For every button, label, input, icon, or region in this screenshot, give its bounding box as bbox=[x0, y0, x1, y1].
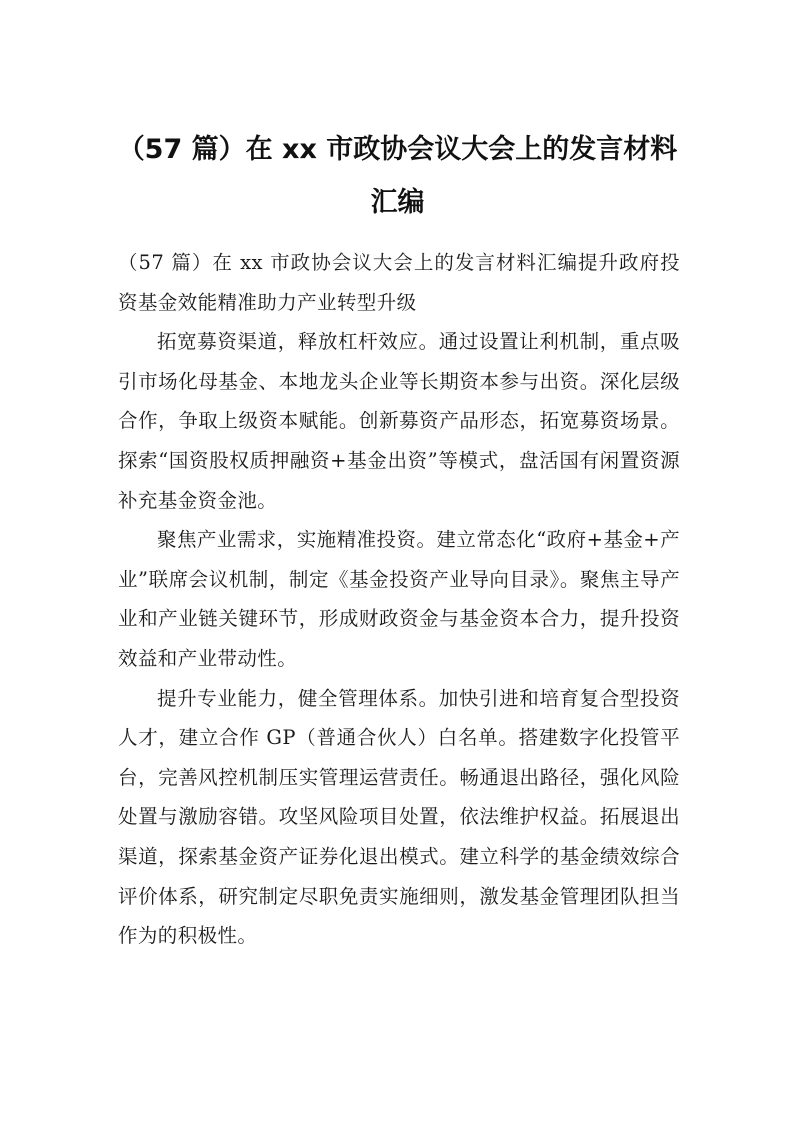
intro-paragraph: （57 篇）在 xx 市政协会议大会上的发言材料汇编提升政府投资基金效能精准助力产业转型升级 bbox=[118, 251, 680, 314]
body-paragraph-1: 拓宽募资渠道，释放杠杆效应。通过设置让利机制，重点吸引市场化母基金、本地龙头企业等长期资本参与出资。深化层级合作，争取上级资本赋能。创新募资产品形态，拓宽募资场景。探索“国资股权质押融资+基金出资”等模式，盘活国有闲置资源补充基金资金池。 bbox=[118, 330, 680, 512]
body-paragraph-2: 聚焦产业需求，实施精准投资。建立常态化“政府+基金+产业”联席会议机制，制定《基金投资产业导向目录》。聚焦主导产业和产业链关键环节，形成财政资金与基金资本合力，提升投资效益和产业带动性。 bbox=[118, 528, 680, 670]
document-title: （57 篇）在 xx 市政协会议大会上的发言材料汇编 bbox=[117, 134, 678, 218]
body-paragraph-3: 提升专业能力，健全管理体系。加快引进和培育复合型投资人才，建立合作 GP（普通合伙人）白名单。搭建数字化投管平台，完善风控机制压实管理运营责任。畅通退出路径，强化风险处置与激励容错。攻坚风险项目处置，依法维护权益。拓展退出渠道，探索基金资产证券化退出模式。建立科学的基金绩效综合评价体系，研究制定尽职免责实施细则，激发基金管理团队担当作为的积极性。 bbox=[118, 686, 680, 948]
document-body bbox=[118, 243, 680, 956]
